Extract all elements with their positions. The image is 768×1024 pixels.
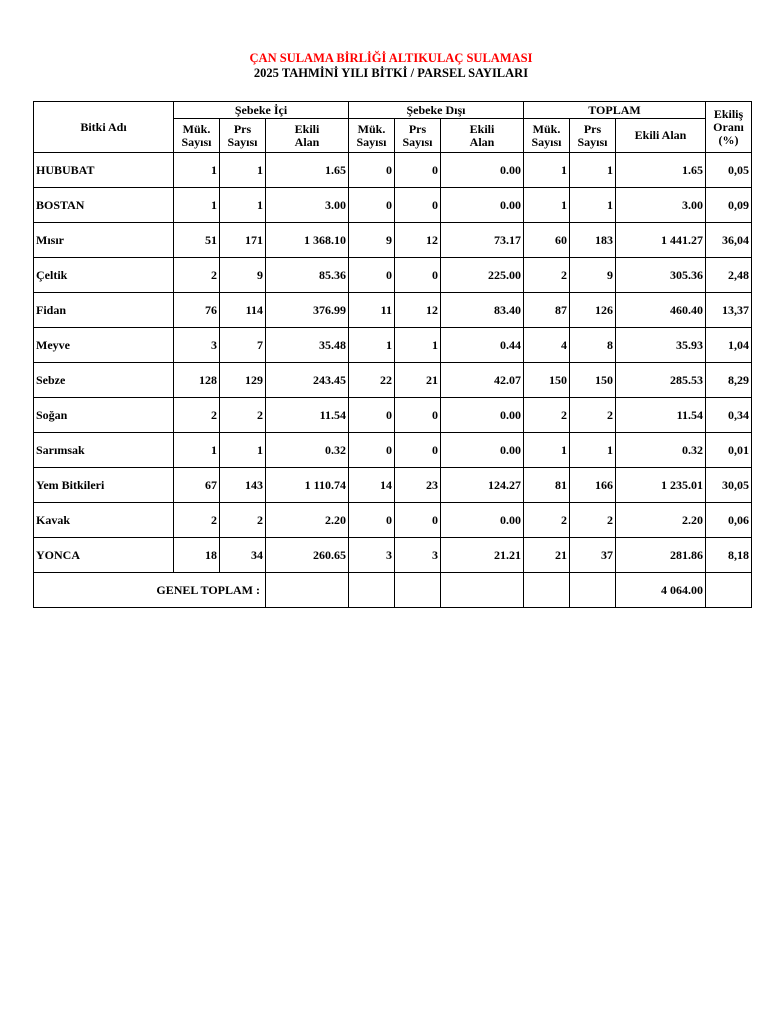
header-t-muk: Mük. Sayısı: [524, 119, 570, 153]
cell-in-muk: 2: [174, 398, 220, 433]
cell-crop-name: Fidan: [34, 293, 174, 328]
cell-t-prs: 126: [570, 293, 616, 328]
cell-t-muk: 1: [524, 188, 570, 223]
cell-out-alan: 73.17: [441, 223, 524, 258]
cell-out-muk: 0: [349, 503, 395, 538]
total-empty-cell: [570, 573, 616, 608]
total-empty-cell: [441, 573, 524, 608]
cell-t-prs: 166: [570, 468, 616, 503]
cell-crop-name: HUBUBAT: [34, 153, 174, 188]
cell-t-muk: 21: [524, 538, 570, 573]
cell-in-prs: 1: [220, 153, 266, 188]
cell-out-muk: 0: [349, 153, 395, 188]
cell-t-prs: 1: [570, 188, 616, 223]
cell-t-alan: 285.53: [616, 363, 706, 398]
cell-crop-name: Sarımsak: [34, 433, 174, 468]
table-row: [34, 153, 752, 188]
total-empty-cell: [524, 573, 570, 608]
cell-out-muk: 0: [349, 258, 395, 293]
cell-in-muk: 1: [174, 188, 220, 223]
cell-in-alan: 376.99: [266, 293, 349, 328]
cell-out-alan: 0.44: [441, 328, 524, 363]
cell-in-muk: 2: [174, 258, 220, 293]
cell-in-muk: 2: [174, 503, 220, 538]
cell-crop-name: Kavak: [34, 503, 174, 538]
cell-t-alan: 1 235.01: [616, 468, 706, 503]
cell-out-alan: 0.00: [441, 398, 524, 433]
table-row: [34, 468, 752, 503]
cell-in-prs: 171: [220, 223, 266, 258]
header-row-groups: [34, 102, 752, 119]
cell-t-alan: 0.32: [616, 433, 706, 468]
cell-in-muk: 1: [174, 433, 220, 468]
cell-in-alan: 35.48: [266, 328, 349, 363]
cell-crop-name: YONCA: [34, 538, 174, 573]
cell-crop-name: Çeltik: [34, 258, 174, 293]
cell-out-muk: 22: [349, 363, 395, 398]
header-ekilis-orani: Ekiliş Oranı (%): [706, 102, 752, 153]
cell-t-prs: 37: [570, 538, 616, 573]
cell-in-alan: 0.32: [266, 433, 349, 468]
cell-out-muk: 0: [349, 398, 395, 433]
cell-in-muk: 128: [174, 363, 220, 398]
cell-in-prs: 143: [220, 468, 266, 503]
cell-out-muk: 1: [349, 328, 395, 363]
cell-out-alan: 42.07: [441, 363, 524, 398]
table-row: [34, 223, 752, 258]
cell-in-alan: 11.54: [266, 398, 349, 433]
cell-out-prs: 0: [395, 433, 441, 468]
cell-crop-name: Soğan: [34, 398, 174, 433]
cell-t-muk: 81: [524, 468, 570, 503]
cell-t-muk: 1: [524, 153, 570, 188]
cell-out-alan: 21.21: [441, 538, 524, 573]
cell-out-alan: 83.40: [441, 293, 524, 328]
table-row: [34, 258, 752, 293]
cell-t-alan: 3.00: [616, 188, 706, 223]
cell-ekilis-orani: 8,18: [706, 538, 752, 573]
cell-out-prs: 0: [395, 398, 441, 433]
cell-in-muk: 51: [174, 223, 220, 258]
cell-ekilis-orani: 2,48: [706, 258, 752, 293]
cell-out-muk: 14: [349, 468, 395, 503]
cell-in-muk: 3: [174, 328, 220, 363]
cell-in-alan: 1.65: [266, 153, 349, 188]
table-row: [34, 293, 752, 328]
header-bitki-adi: Bitki Adı: [34, 102, 174, 153]
cell-out-prs: 23: [395, 468, 441, 503]
table-row: [34, 503, 752, 538]
header-in-muk: Mük. Sayısı: [174, 119, 220, 153]
cell-crop-name: BOSTAN: [34, 188, 174, 223]
cell-out-prs: 12: [395, 293, 441, 328]
cell-t-muk: 2: [524, 398, 570, 433]
cell-in-alan: 2.20: [266, 503, 349, 538]
cell-t-muk: 2: [524, 503, 570, 538]
cell-t-prs: 2: [570, 503, 616, 538]
header-out-alan: Ekili Alan: [441, 119, 524, 153]
total-row: [34, 573, 752, 608]
cell-out-alan: 0.00: [441, 153, 524, 188]
total-empty-cell: [266, 573, 349, 608]
cell-t-prs: 2: [570, 398, 616, 433]
cell-ekilis-orani: 0,09: [706, 188, 752, 223]
cell-crop-name: Sebze: [34, 363, 174, 398]
cell-t-alan: 11.54: [616, 398, 706, 433]
cell-ekilis-orani: 36,04: [706, 223, 752, 258]
cell-in-muk: 1: [174, 153, 220, 188]
table-row: [34, 538, 752, 573]
cell-t-prs: 150: [570, 363, 616, 398]
header-sebeke-ici: Şebeke İçi: [174, 102, 349, 119]
cell-t-prs: 1: [570, 153, 616, 188]
cell-in-muk: 76: [174, 293, 220, 328]
cell-out-muk: 0: [349, 188, 395, 223]
cell-out-alan: 0.00: [441, 503, 524, 538]
cell-crop-name: Meyve: [34, 328, 174, 363]
cell-t-alan: 281.86: [616, 538, 706, 573]
cell-in-prs: 1: [220, 433, 266, 468]
cell-t-muk: 60: [524, 223, 570, 258]
cell-in-prs: 2: [220, 398, 266, 433]
cell-t-alan: 305.36: [616, 258, 706, 293]
cell-out-prs: 0: [395, 258, 441, 293]
table-row: [34, 188, 752, 223]
cell-ekilis-orani: 30,05: [706, 468, 752, 503]
cell-t-alan: 1 441.27: [616, 223, 706, 258]
cell-out-muk: 0: [349, 433, 395, 468]
cell-ekilis-orani: 0,06: [706, 503, 752, 538]
cell-ekilis-orani: 0,34: [706, 398, 752, 433]
total-empty-cell: [395, 573, 441, 608]
cell-in-alan: 85.36: [266, 258, 349, 293]
cell-out-prs: 0: [395, 188, 441, 223]
cell-t-muk: 1: [524, 433, 570, 468]
cell-out-prs: 0: [395, 503, 441, 538]
total-empty-cell: [706, 573, 752, 608]
header-t-prs: Prs Sayısı: [570, 119, 616, 153]
cell-t-alan: 35.93: [616, 328, 706, 363]
cell-out-prs: 3: [395, 538, 441, 573]
cell-crop-name: Yem Bitkileri: [34, 468, 174, 503]
cell-out-prs: 12: [395, 223, 441, 258]
cell-ekilis-orani: 1,04: [706, 328, 752, 363]
cell-t-muk: 2: [524, 258, 570, 293]
cell-out-prs: 21: [395, 363, 441, 398]
cell-out-prs: 0: [395, 153, 441, 188]
table-row: [34, 398, 752, 433]
cell-t-prs: 183: [570, 223, 616, 258]
header-out-prs: Prs Sayısı: [395, 119, 441, 153]
report-title: ÇAN SULAMA BİRLİĞİ ALTIKULAÇ SULAMASI: [249, 51, 533, 65]
cell-out-alan: 0.00: [441, 433, 524, 468]
cell-out-muk: 3: [349, 538, 395, 573]
cell-ekilis-orani: 13,37: [706, 293, 752, 328]
cell-out-prs: 1: [395, 328, 441, 363]
header-sebeke-disi: Şebeke Dışı: [349, 102, 524, 119]
table-row: [34, 328, 752, 363]
cell-in-muk: 18: [174, 538, 220, 573]
cell-t-alan: 460.40: [616, 293, 706, 328]
cell-out-alan: 124.27: [441, 468, 524, 503]
cell-t-alan: 1.65: [616, 153, 706, 188]
cell-in-muk: 67: [174, 468, 220, 503]
cell-out-alan: 0.00: [441, 188, 524, 223]
cell-crop-name: Mısır: [34, 223, 174, 258]
report-subtitle: 2025 TAHMİNİ YILI BİTKİ / PARSEL SAYILARI: [253, 66, 529, 80]
cell-in-prs: 114: [220, 293, 266, 328]
total-ekili-alan: 4 064.00: [616, 573, 706, 608]
table-row: [34, 363, 752, 398]
total-label: GENEL TOPLAM :: [34, 573, 266, 608]
crop-parcel-table: [33, 101, 752, 608]
total-empty-cell: [349, 573, 395, 608]
cell-ekilis-orani: 0,01: [706, 433, 752, 468]
cell-in-alan: 243.45: [266, 363, 349, 398]
cell-in-alan: 1 110.74: [266, 468, 349, 503]
cell-ekilis-orani: 0,05: [706, 153, 752, 188]
cell-t-alan: 2.20: [616, 503, 706, 538]
cell-in-alan: 1 368.10: [266, 223, 349, 258]
cell-in-prs: 34: [220, 538, 266, 573]
header-t-alan: Ekili Alan: [616, 119, 706, 153]
cell-ekilis-orani: 8,29: [706, 363, 752, 398]
cell-out-muk: 11: [349, 293, 395, 328]
cell-out-muk: 9: [349, 223, 395, 258]
cell-t-prs: 1: [570, 433, 616, 468]
cell-in-prs: 2: [220, 503, 266, 538]
cell-in-prs: 1: [220, 188, 266, 223]
cell-out-alan: 225.00: [441, 258, 524, 293]
header-out-muk: Mük. Sayısı: [349, 119, 395, 153]
cell-in-prs: 129: [220, 363, 266, 398]
cell-t-prs: 8: [570, 328, 616, 363]
cell-t-muk: 4: [524, 328, 570, 363]
cell-t-muk: 150: [524, 363, 570, 398]
cell-in-prs: 7: [220, 328, 266, 363]
cell-in-prs: 9: [220, 258, 266, 293]
cell-in-alan: 260.65: [266, 538, 349, 573]
header-in-prs: Prs Sayısı: [220, 119, 266, 153]
header-toplam: TOPLAM: [524, 102, 706, 119]
header-in-alan: Ekili Alan: [266, 119, 349, 153]
cell-in-alan: 3.00: [266, 188, 349, 223]
table-row: [34, 433, 752, 468]
cell-t-prs: 9: [570, 258, 616, 293]
cell-t-muk: 87: [524, 293, 570, 328]
